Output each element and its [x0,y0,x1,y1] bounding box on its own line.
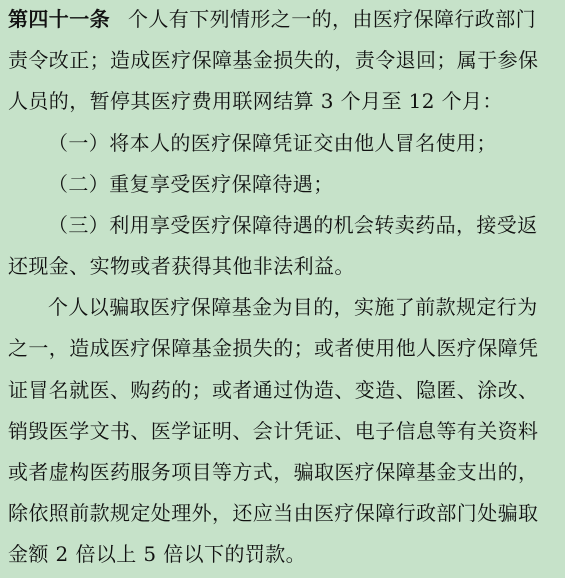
list-item: （二）重复享受医疗保障待遇； [48,172,334,196]
paragraph-line: 还现金、实物或者获得其他非法利益。 [8,254,355,278]
paragraph-line: 个人有下列情形之一的，由医疗保障行政部门 [128,7,536,31]
list-item: （三）利用享受医疗保障待遇的机会转卖药品，接受返 [48,213,538,237]
paragraph-line: 责令改正；造成医疗保障基金损失的，责令退回；属于参保 [8,48,539,72]
paragraph-line: 金额 2 倍以上 5 倍以下的罚款。 [8,542,307,566]
list-item: （一）将本人的医疗保障凭证交由他人冒名使用； [48,131,497,155]
paragraph-line: 或者虚构医药服务项目等方式，骗取医疗保障基金支出的， [8,460,539,484]
paragraph-line: 除依照前款规定处理外，还应当由医疗保障行政部门处骗取 [8,501,539,525]
paragraph-line: 人员的，暂停其医疗费用联网结算 3 个月至 12 个月： [8,89,503,113]
paragraph-line: 个人以骗取医疗保障基金为目的，实施了前款规定行为 [48,295,538,319]
article-first-line [8,4,536,34]
paragraph-line: 销毁医学文书、医学证明、会计凭证、电子信息等有关资料 [8,419,539,443]
article-title: 第四十一条 [8,7,110,31]
paragraph-line: 证冒名就医、购药的；或者通过伪造、变造、隐匿、涂改、 [8,378,539,402]
paragraph-line: 之一，造成医疗保障基金损失的；或者使用他人医疗保障凭 [8,336,539,360]
